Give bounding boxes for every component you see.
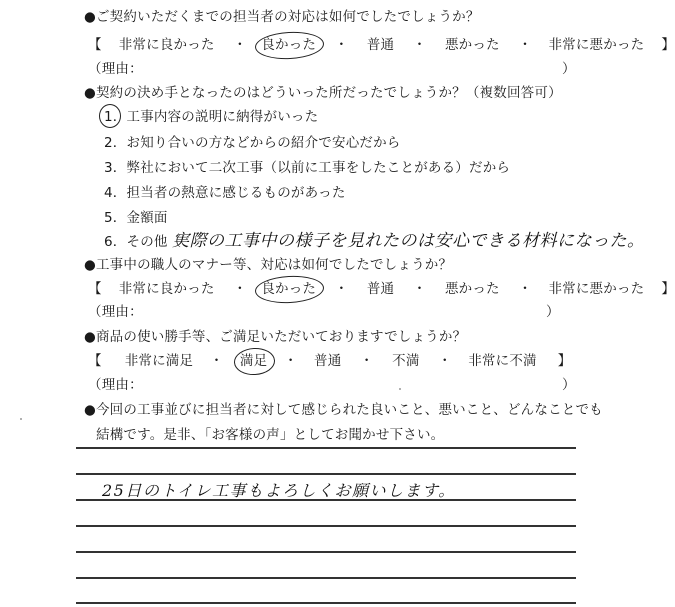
- scan-speck: [399, 388, 401, 390]
- q4-options: 【 非常に満足 ・ 満足 ・ 普通 ・ 不満 ・ 非常に不満 】: [88, 353, 572, 369]
- q3-option-bad[interactable]: 悪かった: [444, 281, 500, 297]
- scan-speck: [20, 418, 22, 420]
- q3-option-very-good[interactable]: 非常に良かった: [118, 281, 215, 297]
- q1-option-good-selected[interactable]: 良かった: [261, 37, 317, 53]
- q4-option-unsatisfied[interactable]: 不満: [392, 353, 420, 369]
- question-1: ●ご契約いただくまでの担当者の対応は如何でしたでしょうか？: [84, 9, 480, 25]
- q2-item-3[interactable]: 3．弊社において二次工事（以前に工事をしたことがある）だから: [104, 160, 511, 176]
- q1-reason-close: ）: [562, 61, 576, 77]
- q3-reason-close: ）: [546, 304, 560, 320]
- comment-box: [76, 447, 576, 607]
- q1-option-bad[interactable]: 悪かった: [444, 37, 500, 53]
- q4-option-very-unsatisfied[interactable]: 非常に不満: [468, 353, 537, 369]
- comment-rule: [76, 551, 576, 553]
- q4-option-very-satisfied[interactable]: 非常に満足: [124, 353, 194, 369]
- question-5-line-2: 結構です。是非、「お客様の声」としてお聞かせ下さい。: [96, 427, 445, 443]
- q4-reason-label: （理由：: [88, 377, 143, 393]
- question-5-line-1: ●今回の工事並びに担当者に対して感じられた良いこと、悪いこと、どんなことでも: [84, 402, 603, 418]
- q4-reason-close: ）: [562, 377, 576, 393]
- q3-options: 【 非常に良かった ・ 良かった ・ 普通 ・ 悪かった ・ 非常に悪かった 】: [88, 281, 675, 297]
- q4-option-satisfied-selected[interactable]: 満足: [239, 353, 268, 369]
- q1-option-normal[interactable]: 普通: [366, 37, 395, 53]
- q2-item-1[interactable]: 1．工事内容の説明に納得がいった: [104, 109, 319, 125]
- comment-rule: [76, 447, 576, 449]
- q1-reason-label: （理由：: [88, 61, 143, 77]
- q3-option-normal[interactable]: 普通: [366, 281, 395, 297]
- q3-option-good-selected[interactable]: 良かった: [261, 281, 317, 297]
- q3-option-very-bad[interactable]: 非常に悪かった: [548, 281, 645, 297]
- q2-item-1-number-circled: 1: [104, 109, 113, 125]
- comment-rule: [76, 602, 576, 604]
- question-3: ●工事中の職人のマナー等、対応は如何でしたでしょうか？: [84, 257, 453, 273]
- q2-item-2[interactable]: 2．お知り合いの方などからの紹介で安心だから: [104, 135, 401, 151]
- comment-rule: [76, 525, 576, 527]
- question-2: ●契約の決め手となったのはどういった所だったでしょうか？（複数回答可）: [84, 85, 562, 101]
- q1-option-very-good[interactable]: 非常に良かった: [118, 37, 215, 53]
- q4-option-normal[interactable]: 普通: [314, 353, 342, 369]
- q1-options: 【 非常に良かった ・ 良かった ・ 普通 ・ 悪かった ・ 非常に悪かった 】: [88, 37, 675, 53]
- comment-rule: [76, 473, 576, 475]
- q2-item-5[interactable]: 5．金額面: [104, 210, 168, 226]
- q5-handwritten-comment: 25日のトイレ工事もよろしくお願いします。: [102, 481, 456, 500]
- q2-item-6[interactable]: 6．その他（: [104, 234, 182, 250]
- q2-item-4[interactable]: 4．担当者の熱意に感じるものがあった: [104, 185, 346, 201]
- q1-option-very-bad[interactable]: 非常に悪かった: [548, 37, 645, 53]
- comment-rule: [76, 577, 576, 579]
- question-4: ●商品の使い勝手等、ご満足いただいておりますでしょうか？: [84, 329, 467, 345]
- q3-reason-label: （理由：: [88, 304, 143, 320]
- q2-other-handwritten: 実際の工事中の様子を見れたのは安心できる材料になった。: [172, 231, 645, 251]
